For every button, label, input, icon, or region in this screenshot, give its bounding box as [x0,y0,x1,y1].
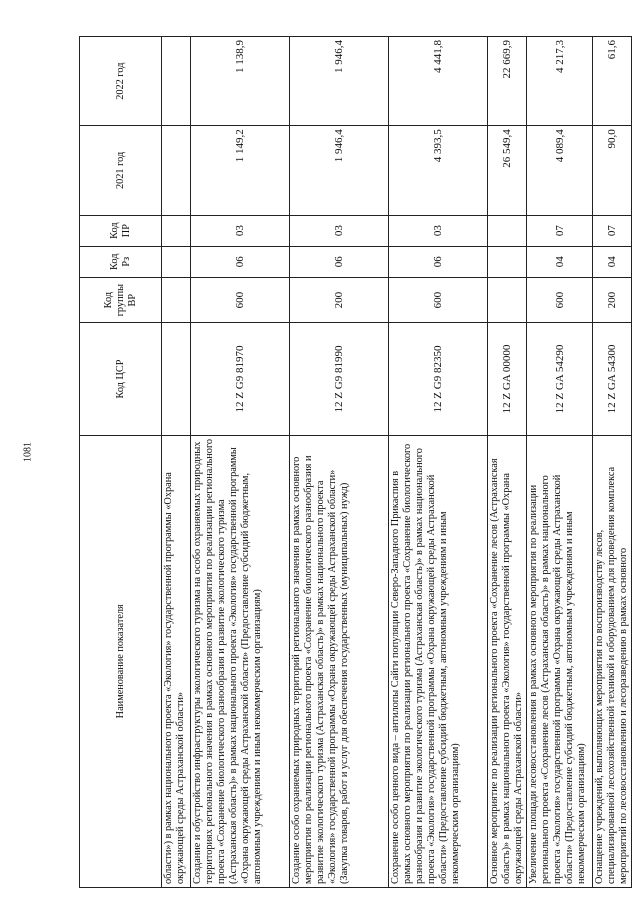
row-rz: 04 [527,246,593,277]
row-2021 [162,126,191,215]
header-2022: 2022 год [80,37,162,126]
table-row [593,37,632,888]
row-name: области») в рамках национального проекта «Экология» государственной программы «Охрана окружающей среды Астраханской области» [162,435,191,887]
table-header-row [80,37,162,888]
row-pr: 03 [191,215,290,246]
header-csr: Код ЦСР [80,323,162,435]
row-2021: 4 393,5 [389,126,488,215]
table-row [389,37,488,888]
row-2021: 1 149,2 [191,126,290,215]
row-rz [162,246,191,277]
row-name: Основное мероприятие по реализации регионального проекта «Сохранение лесов (Астраханская область)» в рамках национального проекта «Экология» государственной программы «Охрана окружающей среды Астраханской области» [488,435,527,887]
table-row [290,37,389,888]
row-vr [162,277,191,323]
rotated-page [79,36,629,888]
table-row [488,37,527,888]
row-csr [162,323,191,435]
row-name: Оснащение учреждений, выполняющих мероприятия по воспроизводству лесов, специализированной лесохозяйственной техникой и оборудованием для проведения комплекса мероприятий по лесовосстановлению и лесоразведению в рамках основного [593,435,632,887]
table-row [527,37,593,888]
row-2022: 1 946,4 [290,37,389,126]
header-2021: 2021 год [80,126,162,215]
header-name: Наименование показателя [80,435,162,887]
header-rz: Код Рз [80,246,162,277]
row-csr: 12 Z GA 54290 [527,323,593,435]
row-2022 [162,37,191,126]
row-vr: 200 [290,277,389,323]
row-vr: 200 [593,277,632,323]
row-pr: 03 [389,215,488,246]
table-row [191,37,290,888]
row-2021: 26 549,4 [488,126,527,215]
row-2022: 4 441,8 [389,37,488,126]
row-pr: 07 [593,215,632,246]
budget-table [79,36,632,888]
row-vr: 600 [191,277,290,323]
row-csr: 12 Z G9 82350 [389,323,488,435]
row-2021: 4 089,4 [527,126,593,215]
row-rz: 06 [389,246,488,277]
header-vr: Код группы ВР [80,277,162,323]
row-csr: 12 Z G9 81970 [191,323,290,435]
row-pr [162,215,191,246]
row-pr: 03 [290,215,389,246]
row-pr: 07 [527,215,593,246]
row-rz [488,246,527,277]
header-pr: Код ПР [80,215,162,246]
row-2022: 22 669,9 [488,37,527,126]
row-vr [488,277,527,323]
row-pr [488,215,527,246]
row-2022: 1 138,9 [191,37,290,126]
table-row [162,37,191,888]
row-csr: 12 Z GA 00000 [488,323,527,435]
row-csr: 12 Z GA 54300 [593,323,632,435]
row-name: Создание и обустройство инфраструктуры экологического туризма на особо охраняемых природных территориях регионального значения в рамках основного мероприятия по реализации регионального проекта «Сохранение биологического разнообразия и развитие экологического туризма (Астраханская область)» в рамках национального проекта «Экология» государственной программы «Охрана окружающей среды Астраханской области» (Предоставление субсидий бюджетным, автономным учреждениям и иным некоммерческим организациям) [191,435,290,887]
row-2021: 90,0 [593,126,632,215]
row-name: Сохранение особо ценного вида – антилопы Сайги популяции Северо-Западного Прикаспия в рамках основного мероприятия по реализации регионального проекта «Сохранение биологического разнообразия и развитие экологического туризма (Астраханская область)» в рамках национального проекта «Экология» государственной программы «Охрана окружающей среды Астраханской области» (Предоставление субсидий бюджетным, автономным учреждениям и иным некоммерческим организациям) [389,435,488,887]
row-rz: 06 [290,246,389,277]
row-rz: 06 [191,246,290,277]
row-csr: 12 Z G9 81990 [290,323,389,435]
row-2021: 1 946,4 [290,126,389,215]
row-vr: 600 [389,277,488,323]
row-rz: 04 [593,246,632,277]
row-2022: 4 217,3 [527,37,593,126]
row-2022: 61,6 [593,37,632,126]
row-name: Увеличение площади лесовосстановления в рамках основного мероприятия по реализации регионального проекта «Сохранение лесов (Астраханская область)» в рамках национального проекта «Экология» государственной программы «Охрана окружающей среды Астраханской области» (Предоставление субсидий бюджетным, автономным учреждениям и иным некоммерческим организациям) [527,435,593,887]
row-name: Создание особо охраняемых природных территорий регионального значения в рамках основного мероприятия по реализации регионального проекта «Сохранение биологического разнообразия и развитие экологического туризма (Астраханская область)» в рамках национального проекта «Экология» государственной программы «Охрана окружающей среды Астраханской области» (Закупка товаров, работ и услуг для обеспечения государственных (муниципальных) нужд) [290,435,389,887]
row-vr: 600 [527,277,593,323]
page-number: 1081 [22,442,34,462]
